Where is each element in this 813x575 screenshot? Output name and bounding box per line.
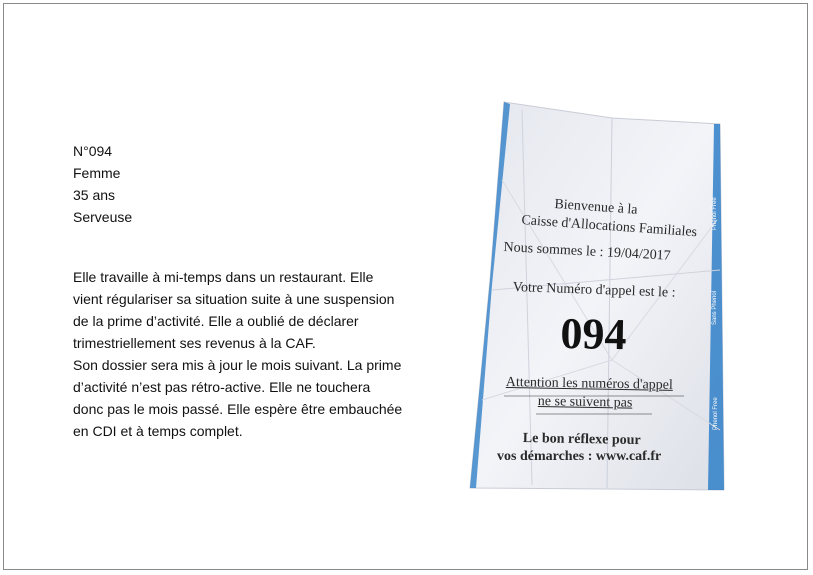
ticket-attention-line-2: ne se suivent pas <box>537 394 633 411</box>
subject-info <box>73 140 132 228</box>
ticket-welcome-line-2: Caisse d'Allocations Familiales <box>520 213 698 241</box>
story-text <box>73 266 403 442</box>
ticket-reflex-line-1: Le bon réflexe pour <box>522 431 641 449</box>
subject-number: N°094 <box>73 143 113 159</box>
ticket-date-line: Nous sommes le : 19/04/2017 <box>503 240 672 264</box>
ticket-side-text-2: Sans Phenol <box>712 290 718 325</box>
story-paragraph-2: Son dossier sera mis à jour le mois suivant. La prime d’activité n’est pas rétro-active. Elle ne touchera donc pas le mois passé. Elle espère être embauchée en CDI et à temps complet. <box>73 357 403 439</box>
ticket-welcome-line-1: Bienvenue à la <box>553 197 638 218</box>
ticket-number: 094 <box>560 308 627 360</box>
ticket-call-line: Votre Numéro d'appel est le : <box>512 280 676 301</box>
ticket-side-text-3: Phenol Free <box>713 397 719 430</box>
ticket-reflex-line-2: vos démarches : www.caf.fr <box>497 449 662 464</box>
ticket-attention-line-1: Attention les numéros d'appel <box>505 375 673 393</box>
ticket-side-text-1: Phenol Free <box>712 197 718 230</box>
ticket-photo <box>462 100 727 492</box>
story-paragraph-1: Elle travaille à mi-temps dans un restaurant. Elle vient régulariser sa situation suite à une suspension de la prime d’activité. Elle a oublié de déclarer trimestriellement ses revenus à la CAF. <box>73 269 395 351</box>
subject-job: Serveuse <box>73 209 133 225</box>
subject-gender: Femme <box>73 165 121 181</box>
subject-age: 35 ans <box>73 187 116 203</box>
